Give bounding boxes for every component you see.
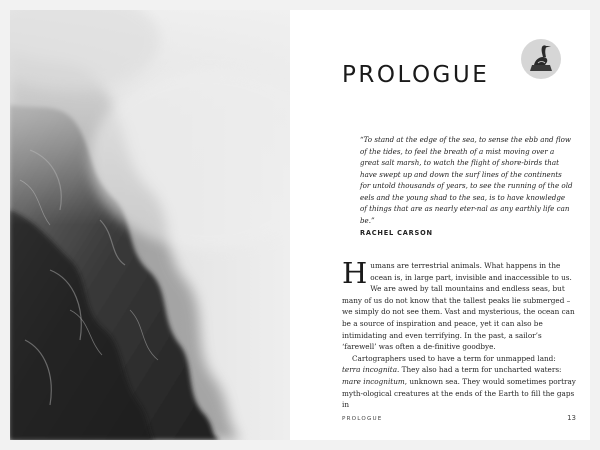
paragraph-1	[342, 256, 576, 353]
paragraph-2-text-c: , unknown sea. They would sometimes portray myth-ological creatures at the ends of the Earth to fill the gaps in	[342, 376, 576, 410]
paragraph-1-text: umans are terrestrial animals. What happens in the ocean is, in large part, invisible and inaccessible to us. We are awed by tall mountains and endless seas, but many of us do not know that the tallest peaks lie submerged – we simply do not see them. Vast and mysterious, the ocean can be a source of inspiration and peace, yet it can also be intimidating and even terrifying. In the past, a sailor’s ‘farewell’ was often a de-finitive goodbye.	[342, 261, 575, 352]
epigraph-quote: “To stand at the edge of the sea, to sense the ebb and flow of the tides, to feel the breath of a mist moving over a great salt marsh, to watch the flight of shore-birds that have swept up and down the surf lines of the continents for untold thousands of years, to see the running of the old eels and the young shad to the sea, is to have knowledge of things that are as nearly eter-nal as any earthly life can be.”	[360, 135, 573, 225]
page-number: 13	[567, 414, 576, 422]
paragraph-2-text-b: . They also had a term for uncharted waters:	[397, 365, 562, 375]
epigraph	[360, 134, 574, 237]
book-spread	[10, 10, 590, 440]
term-terra-incognita: terra incognita	[342, 365, 398, 375]
epigraph-author: RACHEL CARSON	[360, 229, 433, 238]
running-head: PROLOGUE	[342, 416, 383, 422]
term-mare-incognitum: mare incognitum	[342, 376, 405, 386]
body-text	[342, 256, 576, 411]
illustration-page	[10, 10, 290, 440]
heron-on-rock-icon	[520, 38, 562, 80]
chapter-title: PROLOGUE	[342, 62, 490, 88]
paragraph-2-text-a: Cartographers used to have a term for unmapped land:	[352, 353, 556, 363]
misty-cliff-illustration	[10, 10, 290, 440]
text-page	[290, 10, 590, 440]
drop-cap: H	[342, 256, 368, 290]
paragraph-2	[342, 353, 576, 411]
